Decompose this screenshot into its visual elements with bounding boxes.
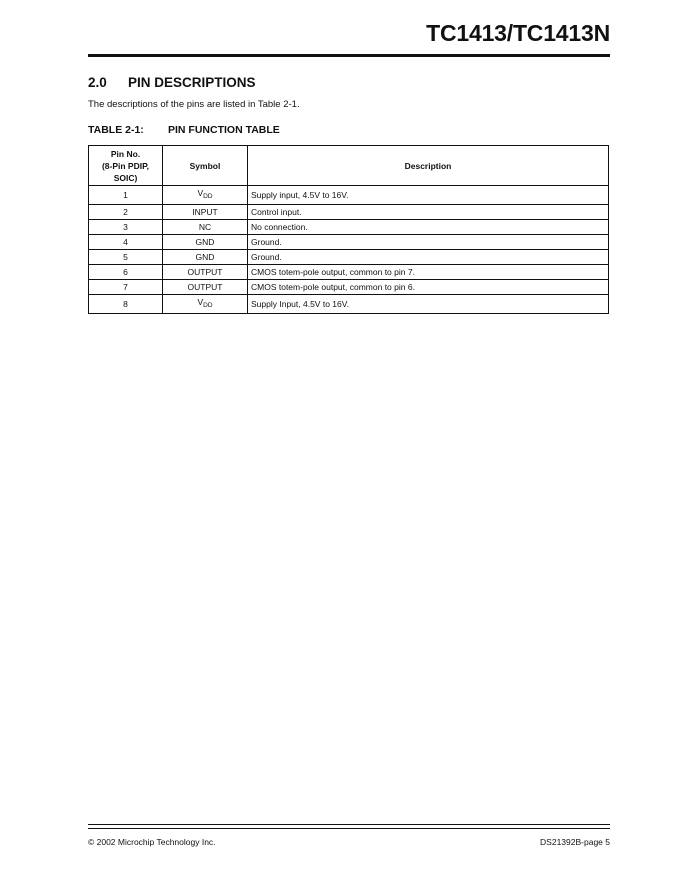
table-caption-label: TABLE 2-1:	[88, 124, 144, 136]
symbol-text: OUTPUT	[187, 267, 223, 277]
symbol-text: V	[197, 188, 204, 198]
symbol-cell	[163, 205, 248, 220]
description-cell: Ground.	[248, 250, 609, 265]
pin-cell: 5	[89, 250, 163, 265]
pin-cell: 8	[89, 295, 163, 314]
symbol-text: GND	[195, 252, 215, 262]
description-cell: CMOS totem-pole output, common to pin 6.	[248, 280, 609, 295]
header-pin-line3: SOIC)	[113, 172, 138, 183]
table-row	[89, 250, 609, 265]
pin-cell: 6	[89, 265, 163, 280]
symbol-text: INPUT	[192, 207, 218, 217]
symbol-cell	[163, 235, 248, 250]
footer-rule	[88, 824, 610, 825]
description-cell: Supply Input, 4.5V to 16V.	[248, 295, 609, 314]
description-cell: Supply input, 4.5V to 16V.	[248, 186, 609, 205]
pin-function-table	[88, 145, 609, 314]
pin-cell: 7	[89, 280, 163, 295]
section-title: PIN DESCRIPTIONS	[128, 75, 256, 90]
symbol-cell	[163, 265, 248, 280]
header-description: Description	[248, 146, 609, 186]
section-intro: The descriptions of the pins are listed in Table 2-1.	[88, 99, 300, 110]
symbol-cell	[163, 295, 248, 314]
symbol-text: GND	[195, 237, 215, 247]
section-number: 2.0	[88, 75, 107, 90]
table-row	[89, 280, 609, 295]
description-cell: No connection.	[248, 220, 609, 235]
symbol-cell	[163, 250, 248, 265]
page-title: TC1413/TC1413N	[426, 20, 610, 46]
pin-cell: 4	[89, 235, 163, 250]
symbol-text: NC	[198, 222, 212, 232]
footer-rule-thin	[88, 828, 610, 829]
description-cell: CMOS totem-pole output, common to pin 7.	[248, 265, 609, 280]
table-row	[89, 220, 609, 235]
symbol-cell	[163, 186, 248, 205]
symbol-subscript: DD	[203, 302, 213, 309]
pin-cell: 2	[89, 205, 163, 220]
footer-copyright: © 2002 Microchip Technology Inc.	[88, 837, 216, 847]
table-row	[89, 265, 609, 280]
description-cell: Ground.	[248, 235, 609, 250]
pin-cell: 3	[89, 220, 163, 235]
symbol-cell	[163, 280, 248, 295]
table-caption	[88, 124, 280, 136]
table-header-row	[89, 146, 609, 186]
section-heading	[88, 75, 256, 90]
table-row	[89, 205, 609, 220]
description-cell: Control input.	[248, 205, 609, 220]
table-caption-title: PIN FUNCTION TABLE	[168, 124, 280, 136]
header-pin-line2: (8-Pin PDIP,	[101, 160, 150, 171]
symbol-text: V	[197, 297, 204, 307]
table-row	[89, 186, 609, 205]
header-symbol: Symbol	[163, 146, 248, 186]
title-rule	[88, 54, 610, 57]
table-row	[89, 295, 609, 314]
symbol-cell	[163, 220, 248, 235]
symbol-subscript: DD	[203, 193, 213, 200]
header-pin-number	[89, 146, 163, 186]
table-row	[89, 235, 609, 250]
header-pin-line1: Pin No.	[110, 148, 141, 159]
symbol-text: OUTPUT	[187, 282, 223, 292]
footer-page-ref: DS21392B-page 5	[540, 837, 610, 847]
pin-cell: 1	[89, 186, 163, 205]
